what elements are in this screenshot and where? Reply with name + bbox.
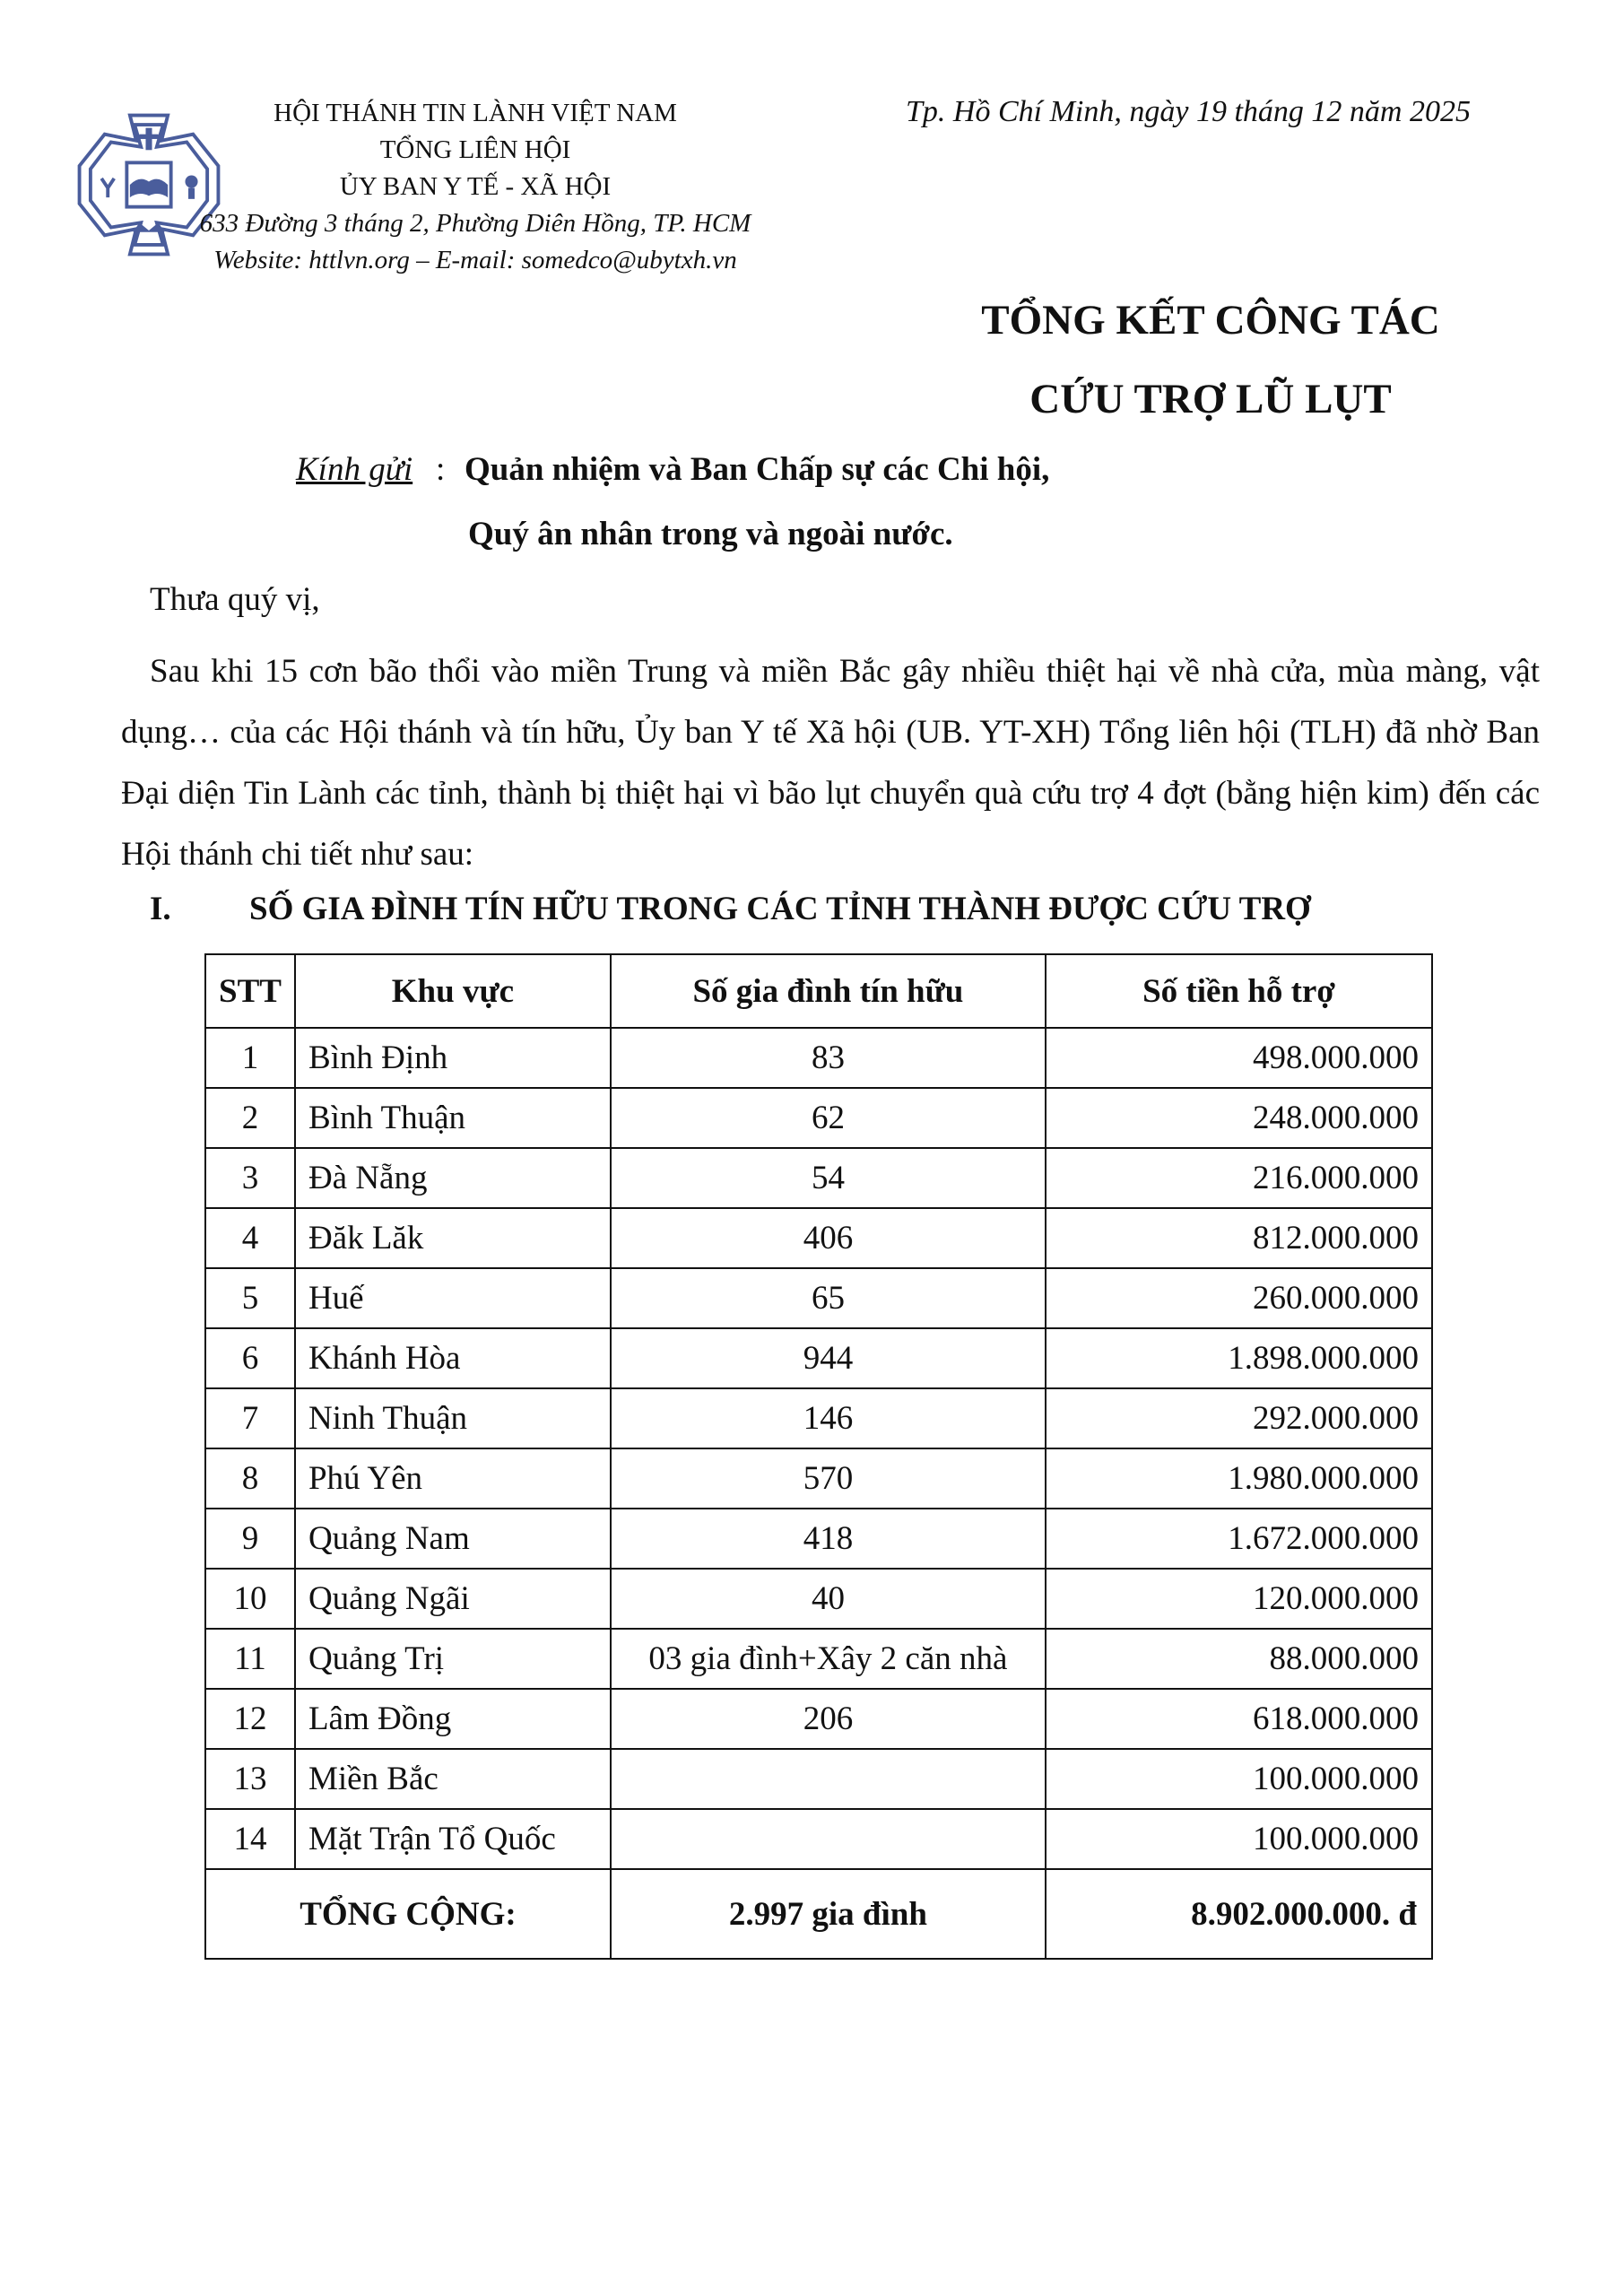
cell-stt: 2 — [205, 1088, 295, 1148]
total-row — [205, 1869, 1432, 1959]
cell-area: Khánh Hòa — [295, 1328, 611, 1388]
cell-families: 62 — [611, 1088, 1046, 1148]
table-body — [205, 1028, 1432, 1869]
cell-amount: 120.000.000 — [1046, 1569, 1432, 1629]
cell-families: 54 — [611, 1148, 1046, 1208]
cell-amount: 1.898.000.000 — [1046, 1328, 1432, 1388]
org-name: HỘI THÁNH TIN LÀNH VIỆT NAM — [274, 99, 677, 127]
cell-amount: 100.000.000 — [1046, 1809, 1432, 1869]
total-amount: 8.902.000.000. đ — [1046, 1869, 1432, 1959]
org-sub-name: TỔNG LIÊN HỘI — [379, 135, 571, 164]
table-row — [205, 1509, 1432, 1569]
cell-amount: 100.000.000 — [1046, 1749, 1432, 1809]
header-families: Số gia đình tín hữu — [611, 954, 1046, 1028]
cell-stt: 5 — [205, 1268, 295, 1328]
cell-area: Quảng Trị — [295, 1629, 611, 1689]
header-amount: Số tiền hỗ trợ — [1046, 954, 1432, 1028]
cell-stt: 1 — [205, 1028, 295, 1088]
cell-families: 65 — [611, 1268, 1046, 1328]
cell-area: Phú Yên — [295, 1448, 611, 1509]
cell-area: Đà Nẵng — [295, 1148, 611, 1208]
org-address: 633 Đường 3 tháng 2, Phường Diên Hồng, TP. HCM — [199, 209, 751, 238]
cell-families: 83 — [611, 1028, 1046, 1088]
cell-families: 146 — [611, 1388, 1046, 1448]
cell-amount: 248.000.000 — [1046, 1088, 1432, 1148]
cell-families — [611, 1749, 1046, 1809]
table-row — [205, 1448, 1432, 1509]
cell-stt: 8 — [205, 1448, 295, 1509]
recipients-line2: Quý ân nhân trong và ngoài nước. — [468, 516, 953, 552]
recipients-line1: Quản nhiệm và Ban Chấp sự các Chi hội, — [465, 451, 1050, 488]
cell-area: Huế — [295, 1268, 611, 1328]
cell-amount: 812.000.000 — [1046, 1208, 1432, 1268]
cell-families: 406 — [611, 1208, 1046, 1268]
document-title-line2: CỨU TRỢ LŨ LỤT — [1029, 376, 1392, 422]
cell-families: 03 gia đình+Xây 2 căn nhà — [611, 1629, 1046, 1689]
cell-stt: 14 — [205, 1809, 295, 1869]
table-row — [205, 1208, 1432, 1268]
total-families: 2.997 gia đình — [611, 1869, 1046, 1959]
section-title: SỐ GIA ĐÌNH TÍN HỮU TRONG CÁC TỈNH THÀNH ĐƯỢC CỨU TRỢ — [249, 891, 1311, 927]
cell-area: Quảng Ngãi — [295, 1569, 611, 1629]
table-row — [205, 1749, 1432, 1809]
cell-stt: 11 — [205, 1629, 295, 1689]
table-row — [205, 1268, 1432, 1328]
cell-area: Bình Định — [295, 1028, 611, 1088]
relief-table — [204, 953, 1433, 1960]
cell-amount: 618.000.000 — [1046, 1689, 1432, 1749]
recipients-colon: : — [436, 451, 446, 488]
organization-header — [188, 95, 762, 279]
cell-stt: 13 — [205, 1749, 295, 1809]
table-row — [205, 1028, 1432, 1088]
cell-families: 40 — [611, 1569, 1046, 1629]
cell-families — [611, 1809, 1046, 1869]
total-label: TỔNG CỘNG: — [205, 1869, 611, 1959]
cell-area: Mặt Trận Tổ Quốc — [295, 1809, 611, 1869]
cell-stt: 7 — [205, 1388, 295, 1448]
cell-amount: 1.672.000.000 — [1046, 1509, 1432, 1569]
cell-amount: 292.000.000 — [1046, 1388, 1432, 1448]
table-row — [205, 1809, 1432, 1869]
cell-amount: 88.000.000 — [1046, 1629, 1432, 1689]
header-stt: STT — [205, 954, 295, 1028]
org-contact: Website: httlvn.org – E-mail: somedco@ubytxh.vn — [213, 246, 737, 274]
cell-stt: 6 — [205, 1328, 295, 1388]
org-committee: ỦY BAN Y TẾ - XÃ HỘI — [339, 172, 612, 201]
recipients-label: Kính gửi — [296, 451, 413, 488]
table-row — [205, 1689, 1432, 1749]
document-title-line1: TỔNG KẾT CÔNG TÁC — [981, 297, 1440, 344]
cell-families: 944 — [611, 1328, 1046, 1388]
cell-area: Đăk Lăk — [295, 1208, 611, 1268]
cell-area: Quảng Nam — [295, 1509, 611, 1569]
greeting: Thưa quý vị, — [150, 581, 320, 618]
table-row — [205, 1629, 1432, 1689]
body-paragraph: Sau khi 15 cơn bão thổi vào miền Trung và miền Bắc gây nhiều thiệt hại về nhà cửa, mùa màng, vật dụng… của các Hội thánh và tín hữu, Ủy ban Y tế Xã hội (UB. YT-XH) Tổng liên hội (TLH) đã nhờ Ban Đại diện Tin Lành các tỉnh, thành bị thiệt hại vì bão lụt chuyển quà cứu trợ 4 đợt (bằng hiện kim) đến các Hội thánh chi tiết như sau: — [121, 653, 1540, 873]
cell-area: Bình Thuận — [295, 1088, 611, 1148]
cell-families: 206 — [611, 1689, 1046, 1749]
table-row — [205, 1388, 1432, 1448]
cell-amount: 216.000.000 — [1046, 1148, 1432, 1208]
document-date: Tp. Hồ Chí Minh, ngày 19 tháng 12 năm 2025 — [906, 95, 1471, 128]
table-row — [205, 1088, 1432, 1148]
cell-families: 418 — [611, 1509, 1046, 1569]
cell-stt: 12 — [205, 1689, 295, 1749]
cell-area: Miền Bắc — [295, 1749, 611, 1809]
section-number: I. — [150, 891, 171, 927]
cell-amount: 498.000.000 — [1046, 1028, 1432, 1088]
cell-stt: 3 — [205, 1148, 295, 1208]
cell-area: Lâm Đồng — [295, 1689, 611, 1749]
cell-stt: 9 — [205, 1509, 295, 1569]
table-row — [205, 1569, 1432, 1629]
cell-area: Ninh Thuận — [295, 1388, 611, 1448]
table-row — [205, 1328, 1432, 1388]
table-header-row — [205, 954, 1432, 1028]
cell-stt: 10 — [205, 1569, 295, 1629]
cell-stt: 4 — [205, 1208, 295, 1268]
cell-amount: 260.000.000 — [1046, 1268, 1432, 1328]
header-area: Khu vực — [295, 954, 611, 1028]
cell-amount: 1.980.000.000 — [1046, 1448, 1432, 1509]
cell-families: 570 — [611, 1448, 1046, 1509]
table-row — [205, 1148, 1432, 1208]
